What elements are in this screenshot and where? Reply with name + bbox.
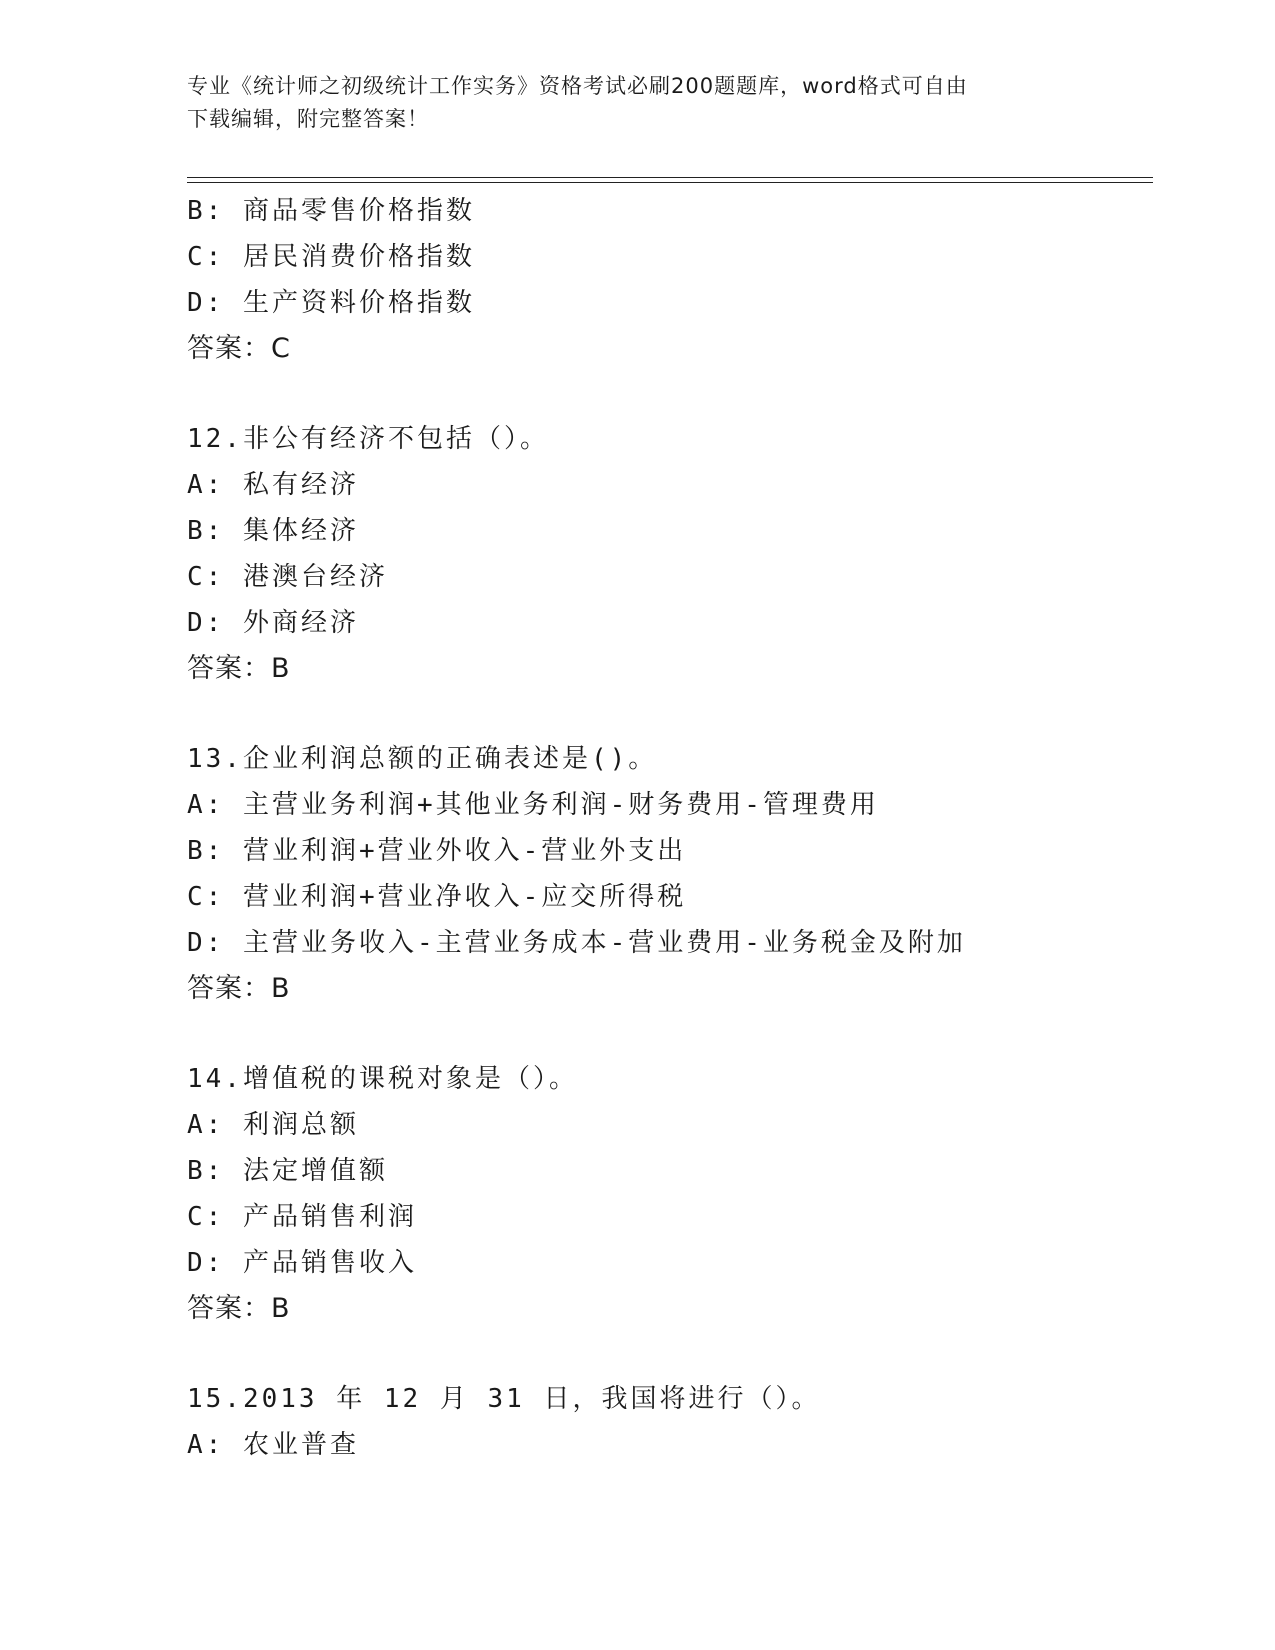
option-d: D: 主营业务收入-主营业务成本-营业费用-业务税金及附加 (187, 928, 966, 958)
header-title-line2: 下载编辑，附完整答案！ (187, 107, 429, 131)
option-c: C: 营业利润+营业净收入-应交所得税 (187, 882, 687, 912)
option-d: D: 外商经济 (187, 608, 359, 638)
answer-line: 答案：C (187, 333, 291, 364)
option-d: D: 产品销售收入 (187, 1248, 417, 1278)
header-title-line1: 专业《统计师之初级统计工作实务》资格考试必刷200题题库，word格式可自由 (187, 74, 968, 98)
option-a: A: 利润总额 (187, 1110, 359, 1140)
question-block (187, 1056, 1147, 1332)
option-b: B: 集体经济 (187, 516, 359, 546)
option-c: C: 居民消费价格指数 (187, 242, 475, 272)
question-stem: 15.2013 年 12 月 31 日，我国将进行（）。 (187, 1384, 821, 1414)
question-stem: 13.企业利润总额的正确表述是()。 (187, 744, 658, 774)
question-block (187, 736, 1147, 1012)
answer-line: 答案：B (187, 973, 291, 1004)
header-divider-bottom (187, 182, 1153, 183)
option-b: B: 商品零售价格指数 (187, 196, 475, 226)
header-divider-top (187, 177, 1153, 178)
answer-line: 答案：B (187, 653, 291, 684)
question-block-partial (187, 188, 1147, 372)
option-a: A: 私有经济 (187, 470, 359, 500)
question-block (187, 1376, 1147, 1468)
question-block (187, 416, 1147, 692)
option-b: B: 营业利润+营业外收入-营业外支出 (187, 836, 687, 866)
option-a: A: 主营业务利润+其他业务利润-财务费用-管理费用 (187, 790, 879, 820)
question-list (187, 188, 1147, 1468)
question-stem: 12.非公有经济不包括（）。 (187, 424, 549, 454)
question-stem: 14.增值税的课税对象是（）。 (187, 1064, 578, 1094)
option-c: C: 港澳台经济 (187, 562, 388, 592)
document-header (187, 70, 1067, 136)
option-c: C: 产品销售利润 (187, 1202, 417, 1232)
option-b: B: 法定增值额 (187, 1156, 388, 1186)
option-a: A: 农业普查 (187, 1430, 359, 1460)
answer-line: 答案：B (187, 1293, 291, 1324)
option-d: D: 生产资料价格指数 (187, 288, 475, 318)
